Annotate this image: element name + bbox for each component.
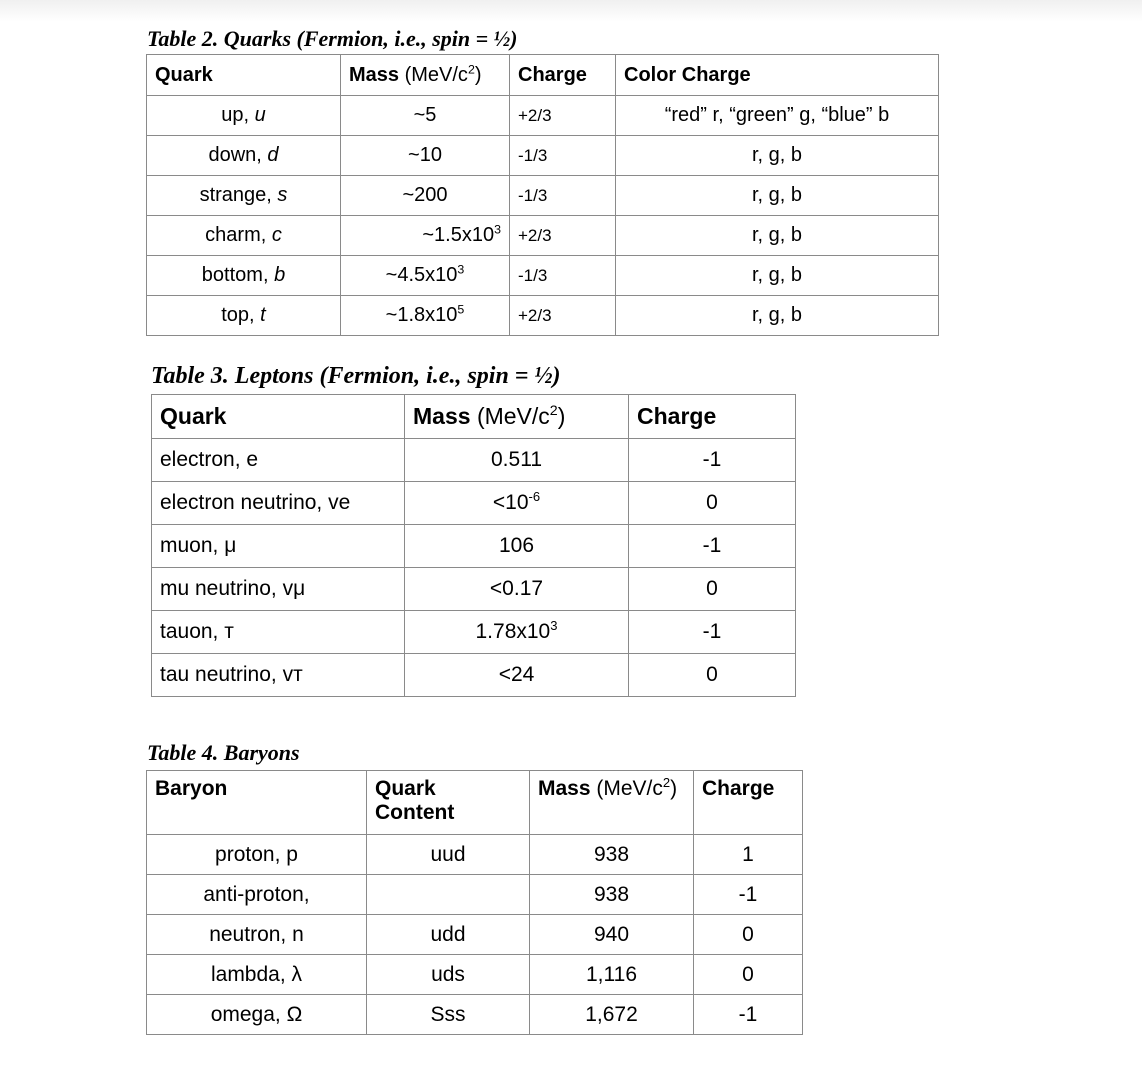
lepton-name-cell: mu neutrino, vμ (152, 568, 405, 611)
header-mass: Mass $(MeV/c^2)$ (405, 395, 629, 439)
quark-content-cell (367, 875, 530, 915)
table-row (147, 256, 939, 296)
header-mass: Mass $(MeV/c^2)$ (530, 771, 694, 835)
lepton-name-cell: tauon, т (152, 611, 405, 654)
table-row (147, 995, 803, 1035)
mass-cell: ~10 (341, 136, 510, 176)
table-row (147, 915, 803, 955)
charge-cell: -1/3 (510, 176, 616, 216)
mass-cell: $\sim 4.5x10^3$ (341, 256, 510, 296)
table-row (147, 875, 803, 915)
charge-cell: -1/3 (510, 256, 616, 296)
leptons-table (151, 394, 796, 697)
header-mass: Mass $(MeV/c^2)$ (341, 55, 510, 96)
mass-cell: 0.511 (405, 439, 629, 482)
table2-caption: Table 2. Quarks (Fermion, i.e., spin = ½) (147, 26, 518, 51)
table4-caption: Table 4. Baryons (147, 740, 300, 765)
lepton-name-cell: electron, e (152, 439, 405, 482)
table-row (152, 654, 796, 697)
charge-cell: 1 (694, 835, 803, 875)
charge-cell: 0 (629, 568, 796, 611)
color-charge-cell: r, g, b (616, 296, 939, 336)
mass-cell: 1,672 (530, 995, 694, 1035)
mass-cell: $\sim 1.5x10^3$ (341, 216, 510, 256)
charge-cell: -1/3 (510, 136, 616, 176)
page-top-shade (0, 0, 1142, 22)
quark-content-cell: Sss (367, 995, 530, 1035)
baryon-name-cell: anti-proton, (147, 875, 367, 915)
charge-cell: 0 (629, 654, 796, 697)
header-quark: Quark (152, 395, 405, 439)
quark-name-cell: bottom, b (147, 256, 341, 296)
color-charge-cell: r, g, b (616, 256, 939, 296)
table-row (152, 439, 796, 482)
mass-cell: <0.17 (405, 568, 629, 611)
table-row (147, 216, 939, 256)
header-quark: Quark (147, 55, 341, 96)
lepton-name-cell: muon, μ (152, 525, 405, 568)
mass-cell: 1,116 (530, 955, 694, 995)
mass-cell: 938 (530, 875, 694, 915)
quark-name-cell: top, t (147, 296, 341, 336)
charge-cell: -1 (629, 611, 796, 654)
lepton-name-cell: electron neutrino, ve (152, 482, 405, 525)
table3-caption: Table 3. Leptons (Fermion, i.e., spin = ½) (151, 363, 561, 389)
table-row (147, 96, 939, 136)
color-charge-cell: r, g, b (616, 136, 939, 176)
table-row (147, 296, 939, 336)
quark-name-cell: down, d (147, 136, 341, 176)
mass-cell: 106 (405, 525, 629, 568)
quark-name-cell: charm, c (147, 216, 341, 256)
table-row (152, 568, 796, 611)
mass-cell: ~200 (341, 176, 510, 216)
color-charge-cell: r, g, b (616, 216, 939, 256)
mass-cell: $1.78x10^3$ (405, 611, 629, 654)
mass-cell: ~5 (341, 96, 510, 136)
color-charge-cell: “red” r, “green” g, “blue” b (616, 96, 939, 136)
table-row (152, 482, 796, 525)
header-color-charge: Color Charge (616, 55, 939, 96)
baryon-name-cell: proton, p (147, 835, 367, 875)
quark-content-cell: udd (367, 915, 530, 955)
charge-cell: -1 (629, 525, 796, 568)
quark-name-cell: up, u (147, 96, 341, 136)
baryon-name-cell: neutron, n (147, 915, 367, 955)
mass-cell: <24 (405, 654, 629, 697)
mass-cell: $\sim 1.8x10^5$ (341, 296, 510, 336)
table-row (147, 176, 939, 216)
table-row (147, 136, 939, 176)
mass-cell: 940 (530, 915, 694, 955)
baryon-name-cell: lambda, λ (147, 955, 367, 995)
header-baryon: Baryon (147, 771, 367, 835)
header-quark-content: Quark Content (367, 771, 530, 835)
table-row (152, 611, 796, 654)
charge-cell: 0 (629, 482, 796, 525)
mass-cell: $<10^{-6}$ (405, 482, 629, 525)
charge-cell: +2/3 (510, 96, 616, 136)
mass-cell: 938 (530, 835, 694, 875)
charge-cell: -1 (629, 439, 796, 482)
charge-cell: -1 (694, 995, 803, 1035)
charge-cell: +2/3 (510, 296, 616, 336)
table-header-row (147, 55, 939, 96)
charge-cell: 0 (694, 915, 803, 955)
header-charge: Charge (694, 771, 803, 835)
quarks-table (146, 54, 939, 336)
table-header-row (147, 771, 803, 835)
quark-content-cell: uud (367, 835, 530, 875)
table-row (147, 835, 803, 875)
table-header-row (152, 395, 796, 439)
quark-content-cell: uds (367, 955, 530, 995)
header-charge: Charge (629, 395, 796, 439)
header-charge: Charge (510, 55, 616, 96)
lepton-name-cell: tau neutrino, vт (152, 654, 405, 697)
table-row (147, 955, 803, 995)
color-charge-cell: r, g, b (616, 176, 939, 216)
quark-name-cell: strange, s (147, 176, 341, 216)
table-row (152, 525, 796, 568)
baryon-name-cell: omega, Ω (147, 995, 367, 1035)
charge-cell: -1 (694, 875, 803, 915)
baryons-table (146, 770, 803, 1035)
charge-cell: +2/3 (510, 216, 616, 256)
charge-cell: 0 (694, 955, 803, 995)
